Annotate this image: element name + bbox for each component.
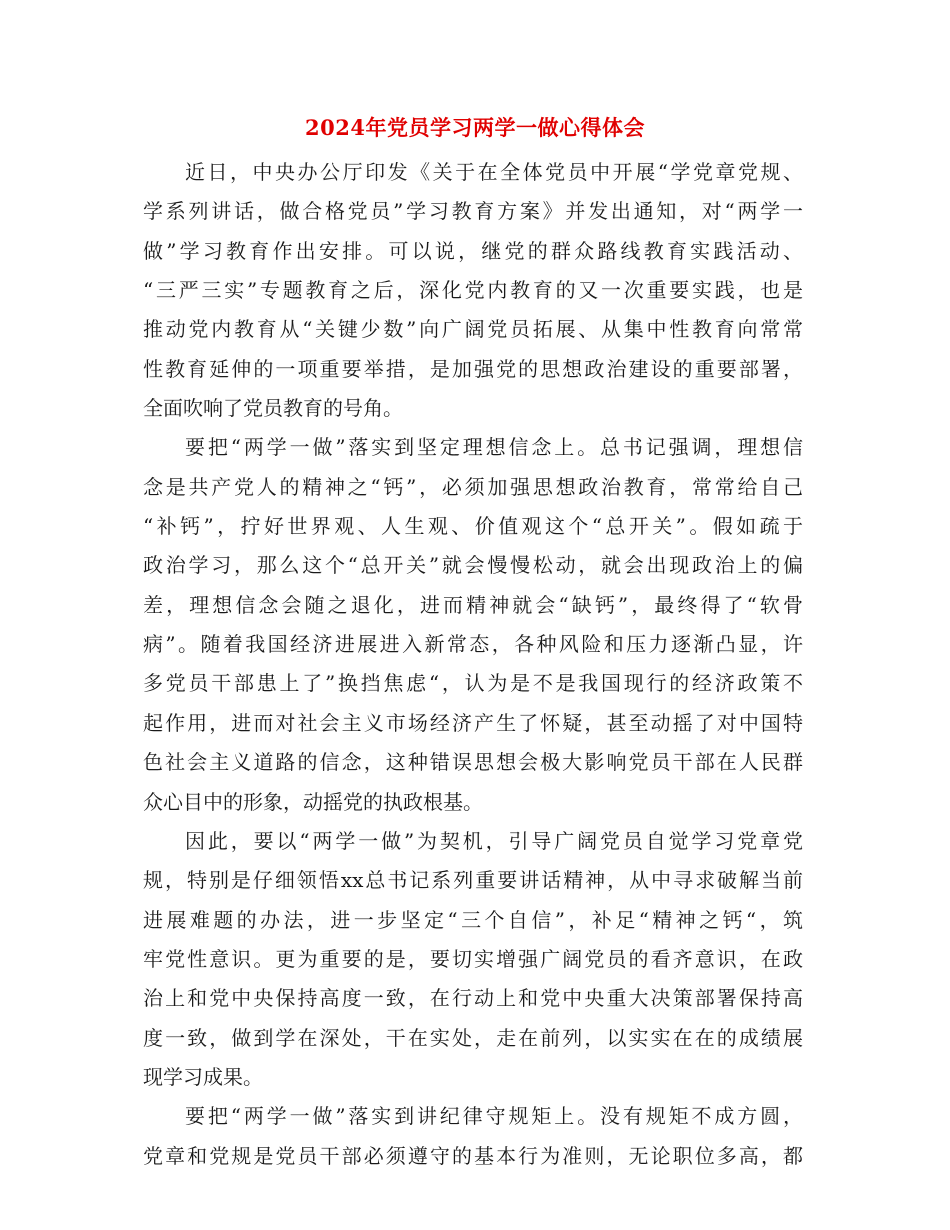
paragraph-line: 因此，要以“两学一做”为契机，引导广阔党员自觉学习党章党 [185,828,803,853]
paragraph-line: 差，理想信念会随之退化，进而精神就会“缺钙”，最终得了“软骨 [143,592,803,617]
paragraph-line: 规，特别是仔细领悟xx总书记系列重要讲话精神，从中寻求破解当前 [143,868,803,893]
paragraph-line: 政治学习，那么这个“总开关”就会慢慢松动，就会出现政治上的偏 [143,553,803,578]
paragraph-line: 牢党性意识。更为重要的是，要切实增强广阔党员的看齐意识，在政 [143,946,803,971]
paragraph-line: 近日，中央办公厅印发《关于在全体党员中开展“学党章党规、 [185,160,803,184]
paragraph-line: 度一致，做到学在深处，干在实处，走在前列，以实实在在的成绩展 [143,1025,803,1050]
paragraph-line: 要把“两学一做”落实到讲纪律守规矩上。没有规矩不成方圆， [185,1104,803,1129]
paragraph-line: 学系列讲话，做合格党员”学习教育方案》并发出通知，对“两学一 [143,199,803,224]
paragraph-line: 党章和党规是党员干部必须遵守的基本行为准则，无论职位多高，都 [143,1143,803,1168]
paragraph-line: 现学习成果。 [143,1064,263,1089]
paragraph-line: 众心目中的形象，动摇党的执政根基。 [143,789,483,814]
paragraph-line: 进展难题的办法，进一步坚定“三个自信”，补足“精神之钙“，筑 [143,907,803,932]
document-body [143,153,803,1176]
paragraph-line: 治上和党中央保持高度一致，在行动上和党中央重大决策部署保持高 [143,986,803,1011]
paragraph-line: 要把“两学一做”落实到坚定理想信念上。总书记强调，理想信 [185,435,803,460]
paragraph-line: 多党员干部患上了”换挡焦虑“，认为是不是我国现行的经济政策不 [143,671,803,696]
paragraph-line: 性教育延伸的一项重要举措，是加强党的思想政治建设的重要部署， [143,356,803,381]
paragraph-line: “三严三实”专题教育之后，深化党内教育的又一次重要实践，也是 [143,278,803,303]
paragraph-line: 推动党内教育从“关键少数”向广阔党员拓展、从集中性教育向常常 [143,317,803,342]
paragraph-line: 起作用，进而对社会主义市场经济产生了怀疑，甚至动摇了对中国特 [143,710,803,735]
paragraph-line: 做”学习教育作出安排。可以说，继党的群众路线教育实践活动、 [143,238,803,263]
paragraph-line: 病”。随着我国经济进展进入新常态，各种风险和压力逐渐凸显，许 [143,632,803,657]
paragraph-line: “补钙”，拧好世界观、人生观、价值观这个“总开关”。假如疏于 [143,514,803,539]
document-title: 2024年党员学习两学一做心得体会 [305,115,645,140]
paragraph-line: 全面吹响了党员教育的号角。 [143,396,403,421]
paragraph-line: 色社会主义道路的信念，这种错误思想会极大影响党员干部在人民群 [143,750,803,775]
paragraph-line: 念是共产党人的精神之“钙”，必须加强思想政治教育，常常给自己 [143,474,803,499]
